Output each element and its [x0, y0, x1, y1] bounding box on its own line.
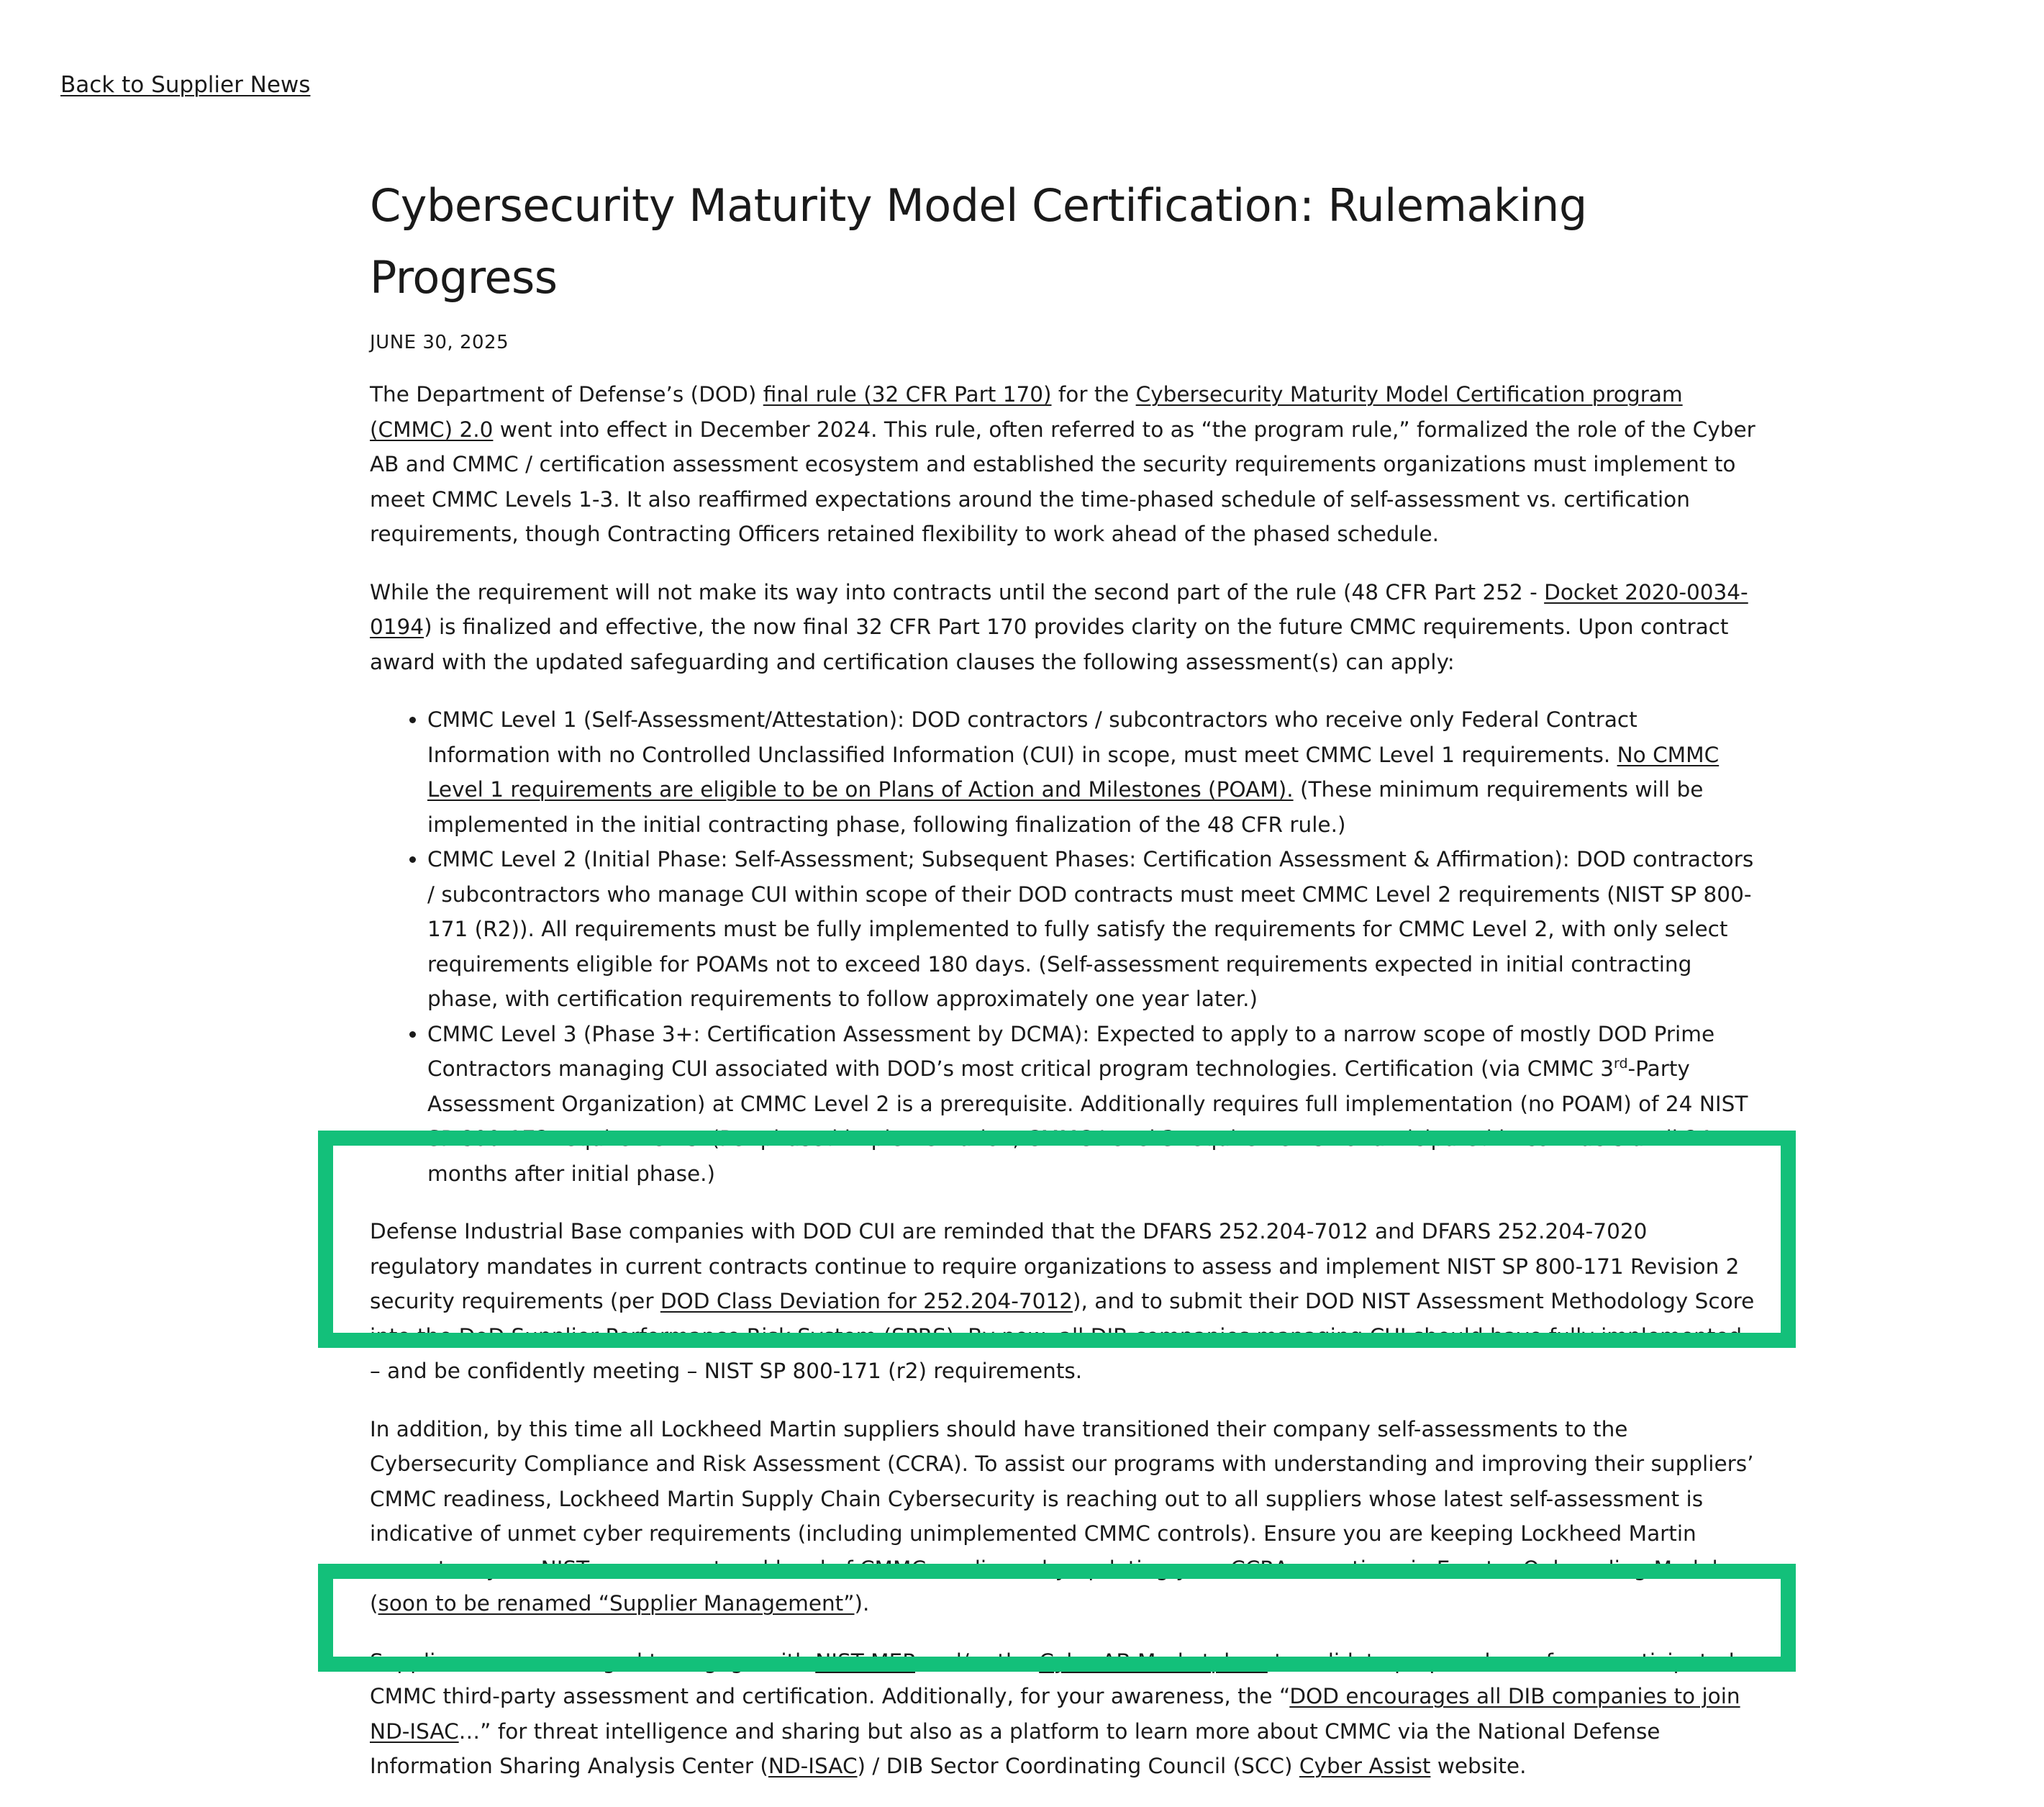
nd-isac-join-link[interactable]: DOD encourages all DIB companies to join ND-ISAC — [370, 1684, 1740, 1744]
paragraph-text: ). — [854, 1591, 870, 1616]
paragraph-text: went into effect in December 2024. This rule, often referred to as “the program rule,” formalized the role of the Cyber AB and CMMC / certification assessment ecosystem and established the security requirements organizations must implement to meet CMMC Levels 1-3. It also reaffirmed expectations around the time-phased schedule of self-assessment vs. certification requirements, though Contracting Officers retained flexibility to work ahead of the phased schedule. — [370, 417, 1755, 546]
supplier-management-link[interactable]: soon to be renamed “Supplier Management” — [378, 1591, 855, 1616]
paragraph-text: website. — [1430, 1754, 1527, 1778]
list-item-text: CMMC Level 2 (Initial Phase: Self-Assessment; Subsequent Phases: Certification Assessment & Affirmation): DOD contractors / subcontractors who manage CUI within scope of their DOD contracts must meet CMMC Level 2 requirements (NIST SP 800-171 (R2)). All requirements must be fully implemented to fully satisfy the requirements for CMMC Level 2, with only select requirements eligible for POAMs not to exceed 180 days. (Self-assessment requirements expected in initial contracting phase, with certification requirements to follow approximately one year later.) — [427, 847, 1754, 1011]
level-1-poam-link[interactable]: No CMMC Level 1 requirements are eligible to be on Plans of Action and Milestones (POAM). — [427, 742, 1720, 802]
list-item-level-1 — [427, 702, 1758, 842]
paragraph-program-rule — [370, 377, 1758, 552]
cyberab-marketplace-link[interactable]: CyberAB Marketplace — [1039, 1649, 1268, 1674]
paragraph-text: ), and to submit their DOD NIST Assessment Methodology Score into the DoD Supplier Performance Risk System (SPRS). By now, all DIB companies managing CUI should have fully implemented – and be confidently meeting – NIST SP 800-171 (r2) requirements. — [370, 1289, 1755, 1383]
cmmc-levels-list — [370, 702, 1758, 1191]
paragraph-text: In addition, by this time all Lockheed Martin suppliers should have transitioned their company self-assessments to the Cybersecurity Compliance and Risk Assessment (CCRA). To assist our programs with understanding and improving their suppliers’ CMMC readiness, Lockheed Martin Supply Chain Cybersecurity is reaching out to all suppliers whose latest self-assessment is indicative of unmet cyber requirements (including unimplemented CMMC controls). Ensure you are keeping Lockheed Martin current on your NIST assessment and level of CMMC readiness by updating your CCRA assertions in Exostar Onboarding Module ( — [370, 1416, 1754, 1616]
paragraph-text: Defense Industrial Base companies with DOD CUI are reminded that the DFARS 252.204-7012 and DFARS 252.204-7020 regulatory mandates in current contracts continue to require organizations to assess and implement NIST SP 800-171 Revision 2 security requirements (per — [370, 1219, 1740, 1313]
cmmc-program-link[interactable]: Cybersecurity Maturity Model Certification program (CMMC) 2.0 — [370, 382, 1683, 442]
list-item-text: CMMC Level 1 (Self-Assessment/Attestation): DOD contractors / subcontractors who receive only Federal Contract Information with no Controlled Unclassified Information (CUI) in scope, must meet CMMC Level 1 requirements. — [427, 707, 1638, 767]
publish-date: JUNE 30, 2025 — [370, 332, 509, 353]
paragraph-text: for the — [1051, 382, 1136, 407]
class-deviation-link[interactable]: DOD Class Deviation for 252.204-7012 — [660, 1289, 1073, 1313]
paragraph-requirement-timing — [370, 575, 1758, 680]
paragraph-text: ) / DIB Sector Coordinating Council (SCC) — [857, 1754, 1299, 1778]
superscript: rd — [1613, 1056, 1628, 1072]
cyber-assist-link[interactable]: Cyber Assist — [1299, 1754, 1431, 1778]
nd-isac-link[interactable]: ND-ISAC — [768, 1754, 858, 1778]
list-item-level-2 — [427, 842, 1758, 1017]
paragraph-text: and/or the — [915, 1649, 1040, 1674]
article — [370, 170, 1758, 1807]
paragraph-dfars-reminder — [370, 1214, 1758, 1389]
paragraph-text: to validate preparedness for an anticipated CMMC third-party assessment and certification. Additionally, for your awareness, the “ — [370, 1649, 1735, 1708]
nist-mep-link[interactable]: NIST MEP — [815, 1649, 916, 1674]
page-title: Cybersecurity Maturity Model Certification: Rulemaking Progress — [370, 179, 1587, 304]
final-rule-link[interactable]: final rule (32 CFR Part 170) — [763, 382, 1052, 407]
list-item-text: CMMC Level 3 (Phase 3+: Certification Assessment by DCMA): Expected to apply to a narrow scope of mostly DOD Prime Contractors managing CUI associated with DOD’s most critical program technologies. Certification (via CMMC 3 — [427, 1021, 1715, 1081]
paragraph-engagement-resources — [370, 1644, 1758, 1784]
back-to-supplier-news-link[interactable]: Back to Supplier News — [60, 72, 311, 98]
paragraph-text: Suppliers are encouraged to engage with — [370, 1649, 816, 1674]
paragraph-ccra-transition — [370, 1412, 1758, 1621]
paragraph-text: While the requirement will not make its way into contracts until the second part of the rule (48 CFR Part 252 - — [370, 579, 1545, 604]
list-item-text: -Party Assessment Organization) at CMMC Level 2 is a prerequisite. Additionally requires full implementation (no POAM) of 24 NIST SP 800-172 requirements. (Per phased implementation, CMMC Level 3 requirements not anticipated in contracts until 24 months after initial phase.) — [427, 1056, 1748, 1186]
paragraph-text: …” for threat intelligence and sharing but also as a platform to learn more about CMMC via the National Defense Information Sharing Analysis Center ( — [370, 1718, 1661, 1778]
list-item-text: (These minimum requirements will be implemented in the initial contracting phase, following finalization of the 48 CFR rule.) — [427, 777, 1704, 837]
docket-link[interactable]: Docket 2020-0034-0194 — [370, 579, 1748, 639]
list-item-level-3 — [427, 1017, 1758, 1192]
paragraph-text: The Department of Defense’s (DOD) — [370, 382, 763, 407]
paragraph-text: ) is finalized and effective, the now final 32 CFR Part 170 provides clarity on the future CMMC requirements. Upon contract award with the updated safeguarding and certification clauses the following assessment(s) can apply: — [370, 615, 1729, 674]
